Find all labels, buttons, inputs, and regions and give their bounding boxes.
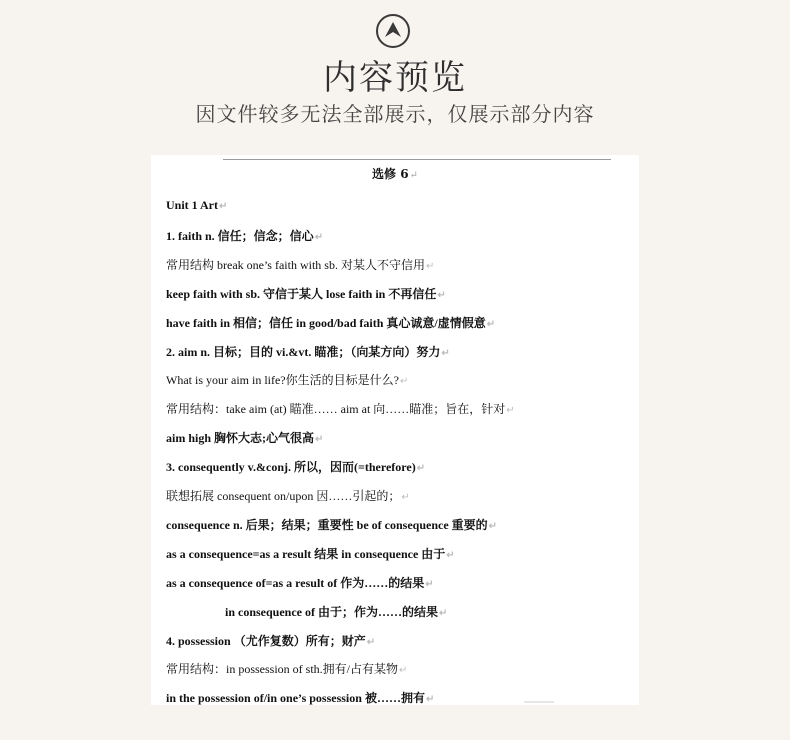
document-heading: 选修 6↵ bbox=[372, 167, 418, 181]
line-text: 常用结构：in possession of sth.拥有/占有某物 bbox=[166, 662, 399, 677]
document-line: 1. faith n. 信任；信念；信心↵ bbox=[166, 228, 324, 243]
line-text: consequence n. 后果；结果；重要性 be of consequence 重要的 bbox=[166, 517, 488, 532]
document-line: 4. possession （尤作复数）所有；财产↵ bbox=[166, 633, 376, 648]
line-text: in consequence of 由于；作为……的结果 bbox=[225, 604, 439, 619]
line-text: 常用结构 break one’s faith with sb. 对某人不守信用 bbox=[166, 257, 425, 272]
line-text: 联想拓展 consequent on/upon 因……引起的； bbox=[166, 489, 401, 503]
document-line: keep faith with sb. 守信于某人 lose faith in 不再信任↵ bbox=[166, 286, 446, 301]
document-line: 3. consequently v.&conj. 所以，因而(=therefore)↵ bbox=[166, 460, 426, 475]
line-text: Unit 1 Art bbox=[166, 198, 218, 212]
document-line: 2. aim n. 目标；目的 vi.&vt. 瞄准；（向某方向）努力↵ bbox=[166, 344, 450, 359]
document-line: 常用结构 break one’s faith with sb. 对某人不守信用↵ bbox=[166, 257, 435, 272]
preview-header bbox=[0, 0, 790, 150]
document-line: as a consequence of=as a result of 作为……的结果↵ bbox=[166, 575, 434, 590]
document-line: 常用结构：take aim (at) 瞄准…… aim at 向……瞄准；旨在，针对↵ bbox=[166, 402, 515, 417]
document-line: in the possession of/in one’s possession 被……拥有↵ bbox=[166, 691, 435, 705]
page-edge bbox=[524, 701, 554, 703]
line-text: as a consequence of=as a result of 作为……的结果 bbox=[166, 575, 425, 590]
document-line: have faith in 相信；信任 in good/bad faith 真心诚意/虚情假意↵ bbox=[166, 315, 496, 330]
line-text: have faith in 相信；信任 in good/bad faith 真心诚意/虚情假意 bbox=[166, 315, 486, 330]
line-text: 常用结构：take aim (at) 瞄准…… aim at 向……瞄准；旨在，针对 bbox=[166, 402, 506, 417]
document-line: 联想拓展 consequent on/upon 因……引起的；↵ bbox=[166, 489, 410, 503]
line-text: 4. possession （尤作复数）所有；财产 bbox=[166, 633, 366, 648]
line-text: What is your aim in life?你生活的目标是什么? bbox=[166, 373, 399, 388]
line-text: as a consequence=as a result 结果 in consequence 由于 bbox=[166, 546, 446, 561]
line-text: 3. consequently v.&conj. 所以，因而(=therefore) bbox=[166, 460, 416, 475]
document-line: consequence n. 后果；结果；重要性 be of consequence 重要的↵ bbox=[166, 517, 498, 532]
page-subtitle: 因文件较多无法全部展示，仅展示部分内容 bbox=[195, 102, 595, 126]
document-preview bbox=[151, 155, 639, 705]
document-line: as a consequence=as a result 结果 in consequence 由于↵ bbox=[166, 546, 455, 561]
document-line: aim high 胸怀大志;心气很高↵ bbox=[166, 431, 324, 446]
brand-logo-icon bbox=[376, 14, 410, 48]
document-line: Unit 1 Art↵ bbox=[166, 198, 228, 212]
line-text: 1. faith n. 信任；信念；信心 bbox=[166, 228, 314, 243]
document-line: 常用结构：in possession of sth.拥有/占有某物↵ bbox=[166, 662, 408, 677]
document-line: What is your aim in life?你生活的目标是什么?↵ bbox=[166, 373, 409, 388]
line-text: in the possession of/in one’s possession 被……拥有 bbox=[166, 691, 425, 705]
page-title: 内容预览 bbox=[323, 58, 467, 98]
line-text: keep faith with sb. 守信于某人 lose faith in 不再信任 bbox=[166, 286, 437, 301]
document-line: in consequence of 由于；作为……的结果↵ bbox=[225, 604, 448, 619]
header-rule bbox=[223, 159, 611, 160]
line-text: aim high 胸怀大志;心气很高 bbox=[166, 431, 315, 446]
line-text: 2. aim n. 目标；目的 vi.&vt. 瞄准；（向某方向）努力 bbox=[166, 344, 441, 359]
